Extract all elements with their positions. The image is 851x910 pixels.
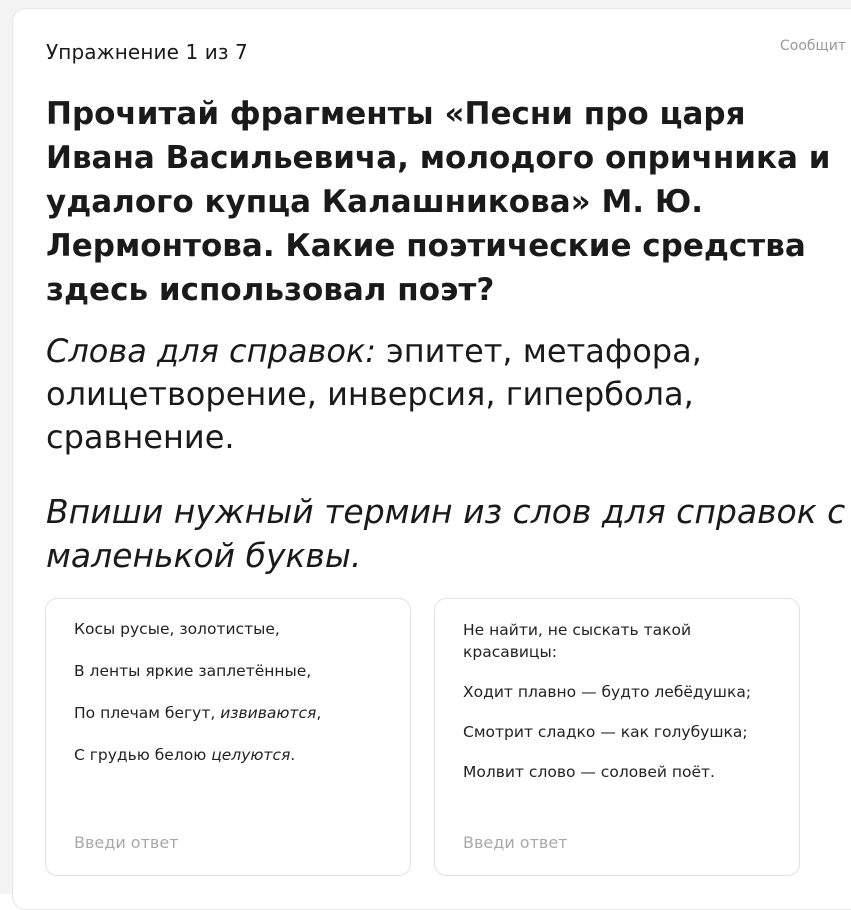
reference-label: Слова для справок: xyxy=(46,332,376,370)
fragment-text-2 xyxy=(463,619,779,801)
instruction-text: Впиши нужный термин из слов для справок с маленькой буквы. xyxy=(46,492,846,575)
reference-words xyxy=(46,330,836,459)
fragment-card-2 xyxy=(434,598,800,876)
fragment-line: Смотрит сладко — как голубушка; xyxy=(463,723,748,741)
question-title: Прочитай фрагменты «Песни про царя Ивана Васильевича, молодого опричника и удалого купца Калашникова» М. Ю. Лермонтова. Какие поэтические средства здесь использовал поэт? xyxy=(46,96,831,308)
fragment-line: Косы русые, золотистые, xyxy=(74,620,280,638)
report-link[interactable]: Сообщит xyxy=(780,38,846,54)
fragment-line: С грудью белою целуются. xyxy=(74,746,296,764)
exercise-counter: Упражнение 1 из 7 xyxy=(46,40,248,64)
fragment-card-1 xyxy=(45,598,411,876)
fragment-line: Молвит слово — соловей поёт. xyxy=(463,763,715,781)
fragment-line: В ленты яркие заплетённые, xyxy=(74,662,312,680)
fragment-line: По плечам бегут, извиваются, xyxy=(74,704,322,722)
reference-list: эпитет, метафора, олицетворение, инверсия, гипербола, сравнение. xyxy=(46,332,702,456)
answer-input-2[interactable] xyxy=(463,831,763,853)
answer-input-1[interactable] xyxy=(74,831,374,853)
fragment-line: Ходит плавно — будто лебёдушка; xyxy=(463,683,752,701)
fragment-text-1 xyxy=(74,619,390,787)
fragment-line: Не найти, не сыскать такой красавицы: xyxy=(463,621,692,661)
